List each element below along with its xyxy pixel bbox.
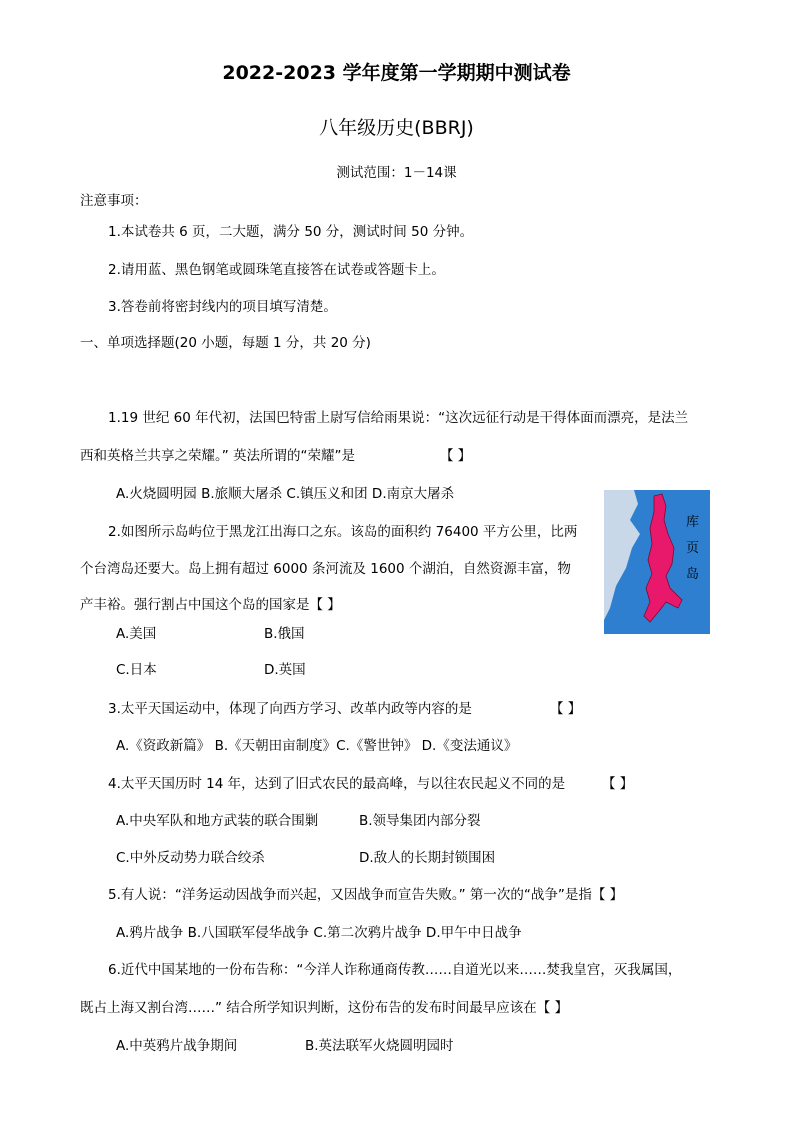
question-5-options: A.鸦片战争 B.八国联军侵华战争 C.第二次鸦片战争 D.甲午中日战争 <box>116 925 522 941</box>
question-1-line-2: 西和英格兰共享之荣耀。” 英法所谓的“荣耀”是 <box>80 448 356 464</box>
map-label-ye: 页 <box>686 541 700 556</box>
option-a: A.中央军队和地方武装的联合围剿 <box>116 813 319 829</box>
note-item: 1.本试卷共 6 页，二大题，满分 50 分，测试时间 50 分钟。 <box>108 224 474 240</box>
option-a: A.美国 <box>116 626 157 642</box>
question-2-line-2: 个台湾岛还要大。岛上拥有超过 6000 条河流及 1600 个湖泊，自然资源丰富，物 <box>80 561 571 577</box>
question-6-line-2: 既占上海又割台湾……” 结合所学知识判断，这份布告的发布时间最早应该在【 】 <box>80 1000 569 1016</box>
sakhalin-island-map <box>604 490 710 634</box>
test-scope: 测试范围：1－14课 <box>336 165 457 181</box>
question-1-line-1: 1.19 世纪 60 年代初，法国巴特雷上尉写信给雨果说：“这次远征行动是干得体面而漂亮，是法兰 <box>108 410 689 426</box>
notes-heading: 注意事项： <box>80 193 148 209</box>
answer-bracket: 【 】 <box>602 776 634 792</box>
note-item: 3.答卷前将密封线内的项目填写清楚。 <box>108 299 337 315</box>
option-c: C.中外反动势力联合绞杀 <box>116 850 265 866</box>
exam-title: 2022-2023 学年度第一学期期中测试卷 <box>222 62 571 84</box>
question-2-line-1: 2.如图所示岛屿位于黑龙江出海口之东。该岛的面积约 76400 平方公里，比两 <box>108 524 578 540</box>
question-5-line-1: 5.有人说：“洋务运动因战争而兴起，又因战争而宣告失败。” 第一次的“战争”是指【 】 <box>108 887 624 903</box>
question-3-line-1: 3.太平天国运动中，体现了向西方学习、改革内政等内容的是 <box>108 701 472 717</box>
question-2-line-3: 产丰裕。强行割占中国这个岛的国家是【 】 <box>80 597 341 613</box>
option-d: D.英国 <box>264 662 306 678</box>
answer-bracket: 【 】 <box>440 448 472 464</box>
question-1-options: A.火烧圆明园 B.旅顺大屠杀 C.镇压义和团 D.南京大屠杀 <box>116 486 455 502</box>
exam-subtitle: 八年级历史(BBRJ) <box>319 117 474 139</box>
section-heading: 一、单项选择题(20 小题，每题 1 分，共 20 分) <box>80 335 371 351</box>
option-a: A.中英鸦片战争期间 <box>116 1038 238 1054</box>
question-6-line-1: 6.近代中国某地的一份布告称：“今洋人诈称通商传教……自道光以来……焚我皇宫，灭我属国， <box>108 962 682 978</box>
option-c: C.日本 <box>116 662 157 678</box>
option-b: B.英法联军火烧圆明园时 <box>305 1038 454 1054</box>
option-d: D.敌人的长期封锁围困 <box>359 850 496 866</box>
option-b: B.领导集团内部分裂 <box>359 813 481 829</box>
answer-bracket: 【 】 <box>550 701 582 717</box>
map-label-ku: 库 <box>686 515 700 530</box>
map-graphic <box>604 490 710 634</box>
question-3-options: A.《资政新篇》 B.《天朝田亩制度》C.《警世钟》 D.《变法通议》 <box>116 738 518 754</box>
option-b: B.俄国 <box>264 626 305 642</box>
map-label-dao: 岛 <box>686 567 700 582</box>
question-4-line-1: 4.太平天国历时 14 年，达到了旧式农民的最高峰，与以往农民起义不同的是 <box>108 776 566 792</box>
note-item: 2.请用蓝、黑色钢笔或圆珠笔直接答在试卷或答题卡上。 <box>108 262 445 278</box>
